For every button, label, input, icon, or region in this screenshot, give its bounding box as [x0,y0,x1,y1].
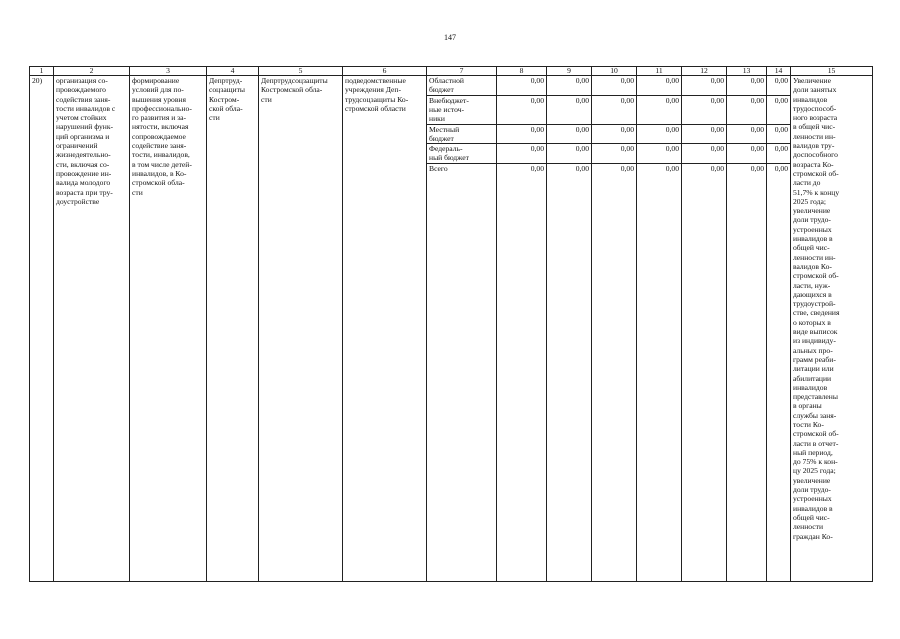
funding-sources-cell [427,76,497,582]
value-cell: 0,00 [727,144,766,164]
value-cell: 0,00 [750,163,764,173]
value-cell: 0,00 [637,96,681,125]
value-cell: 0,00 [682,76,726,96]
header-cell: 13 [727,67,767,76]
header-cell: 2 [54,67,130,76]
funding-source: Областной бюджет [427,76,496,96]
value-cell: 0,00 [592,96,636,125]
value-cell: 0,00 [774,163,788,173]
header-cell: 8 [497,67,547,76]
value-column [682,76,727,582]
value-cell: 0,00 [767,125,790,145]
value-cell: 0,00 [767,144,790,164]
value-cell: 0,00 [682,96,726,125]
funding-source: Федераль- ный бюджет [427,144,496,164]
value-column [547,76,592,582]
header-cell: 10 [592,67,637,76]
value-column [592,76,637,582]
program-table [29,66,873,582]
value-cell: 0,00 [592,76,636,96]
value-column [767,76,791,582]
header-cell: 4 [207,67,259,76]
value-cell: 0,00 [547,96,591,125]
funding-source: Внебюджет- ные источ- ники [427,96,496,125]
value-cell: 0,00 [682,144,726,164]
value-cell: 0,00 [497,125,546,145]
value-cell: 0,00 [547,144,591,164]
header-cell: 14 [767,67,791,76]
row-number: 20) [30,76,54,582]
funding-source: Всего [429,163,448,173]
expected-result: Увеличение доли занятых инвалидов трудоспособ- ного возраста в общей чис- ленности ин- валидов тру- доспособного возраста Ко- стромской об- ласти до 51,7% к концу 2025 года; увеличение доли трудо- устроенных инвалидов в общей чис- ленности ин- валидов Ко- стромской об- ласти, нуж- дающихся в трудоустрой- стве, сведения о которых в виде выписок из индивиду- альных про- грамм реаби- литации или абилитации инвалидов представлены в органы службы заня- тости Ко- стромской об- ласти в отчет- ный период, до 75% к кон- цу 2025 года; увеличение доли трудо- устроенных инвалидов в общей чис- ленности граждан Ко- [791,76,873,582]
funding-source: Местный бюджет [427,125,496,145]
value-column [497,76,547,582]
value-cell: 0,00 [575,163,589,173]
header-cell: 12 [682,67,727,76]
co-executor: Депртрудсоцзащиты Костромской обла- сти [259,76,343,582]
header-cell: 3 [130,67,207,76]
page-number: 147 [444,33,456,42]
value-column [727,76,767,582]
value-cell: 0,00 [637,144,681,164]
value-cell: 0,00 [620,163,634,173]
value-cell: 0,00 [682,125,726,145]
value-cell: 0,00 [497,144,546,164]
table-row [30,76,873,582]
header-cell: 11 [637,67,682,76]
value-cell: 0,00 [497,76,546,96]
value-cell: 0,00 [767,76,790,96]
value-cell: 0,00 [637,125,681,145]
value-cell: 0,00 [497,96,546,125]
value-cell: 0,00 [547,76,591,96]
header-cell: 5 [259,67,343,76]
responsible-executor: Депртруд- соцзащиты Костром- ской обла- сти [207,76,259,582]
value-cell: 0,00 [592,125,636,145]
header-cell: 15 [791,67,873,76]
value-column [637,76,682,582]
value-cell: 0,00 [637,76,681,96]
activity-name: организация со- провождаемого содействия заня- тости инвалидов с учетом стойких нарушений функ- ций организма и ограничений жизнедеятельно- сти, включая со- провождение ин- валида молодого возраста при тру- доустройстве [54,76,130,582]
header-row [30,67,873,76]
header-cell: 1 [30,67,54,76]
value-cell: 0,00 [727,76,766,96]
value-cell: 0,00 [530,163,544,173]
participants: подведомственные учреждения Деп- трудсоцзащиты Ко- стромской области [343,76,427,582]
activity-goal: формирование условий для по- вышения уровня профессионально- го развития и за- нятости, включая сопровождаемое содействие заня- тости, инвалидов, в том числе детей- инвалидов, в Ко- стромской обла- сти [130,76,207,582]
value-cell: 0,00 [547,125,591,145]
value-cell: 0,00 [665,163,679,173]
header-cell: 7 [427,67,497,76]
value-cell: 0,00 [727,125,766,145]
header-cell: 6 [343,67,427,76]
value-cell: 0,00 [592,144,636,164]
header-cell: 9 [547,67,592,76]
value-cell: 0,00 [727,96,766,125]
value-cell: 0,00 [767,96,790,125]
value-cell: 0,00 [710,163,724,173]
